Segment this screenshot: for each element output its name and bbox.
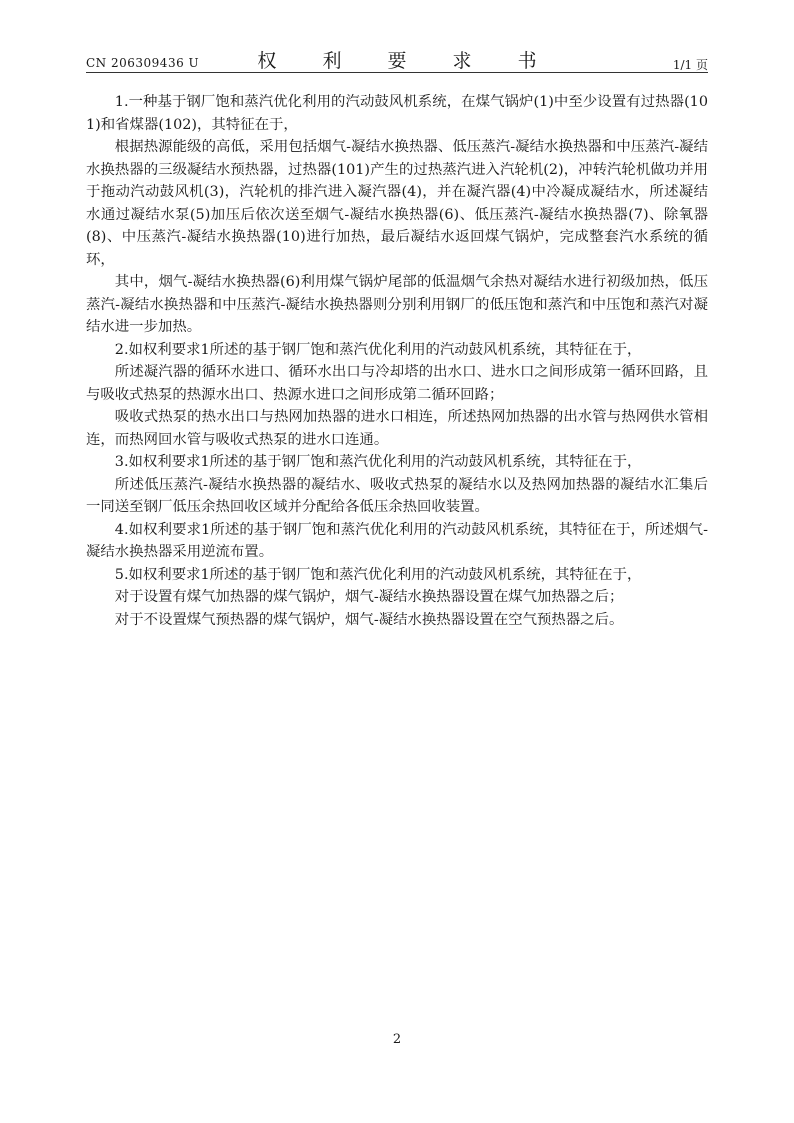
claim-2-paragraph-1: 2.如权利要求1所述的基于钢厂饱和蒸汽优化利用的汽动鼓风机系统，其特征在于， [114,341,642,358]
claim-2-paragraph-3: 吸收式热泵的热水出口与热网加热器的进水口相连，所述热网加热器的出水管与热网供水管相连，而热网回水管与吸收式热泵的进水口连通。 [86,409,708,448]
claim-5-paragraph-1: 5.如权利要求1所述的基于钢厂饱和蒸汽优化利用的汽动鼓风机系统，其特征在于， [114,566,642,583]
document-title: 权 利 要 求 书 [257,50,557,72]
page-indicator: 1/1 页 [672,58,708,72]
claim-2-paragraph-2: 所述凝汽器的循环水进口、循环水出口与冷却塔的出水口、进水口之间形成第一循环回路，且与吸收式热泵的热源水出口、热源水进口之间形成第二循环回路； [86,364,708,403]
claim-3-paragraph-2: 所述低压蒸汽-凝结水换热器的凝结水、吸收式热泵的凝结水以及热网加热器的凝结水汇集后一同送至钢厂低压余热回收区域并分配给各低压余热回收装置。 [86,476,708,515]
patent-number: CN 206309436 U [86,56,200,70]
claim-1-paragraph-1: 1.一种基于钢厂饱和蒸汽优化利用的汽动鼓风机系统，在煤气锅炉(1)中至少设置有过热器(101)和省煤器(102)，其特征在于， [86,94,708,133]
page-header [86,44,708,70]
claim-5-paragraph-3: 对于不设置煤气预热器的煤气锅炉，烟气-凝结水换热器设置在空气预热器之后。 [114,611,624,628]
claims-body [86,91,708,631]
page-number: 2 [392,1032,402,1047]
header-divider [86,72,708,73]
claim-5-paragraph-2: 对于设置有煤气加热器的煤气锅炉，烟气-凝结水换热器设置在煤气加热器之后； [114,589,624,605]
claim-4-paragraph-1: 4.如权利要求1所述的基于钢厂饱和蒸汽优化利用的汽动鼓风机系统，其特征在于，所述烟气-凝结水换热器采用逆流布置。 [86,521,708,560]
claim-3-paragraph-1: 3.如权利要求1所述的基于钢厂饱和蒸汽优化利用的汽动鼓风机系统，其特征在于， [114,454,642,470]
claim-1-paragraph-3: 其中，烟气-凝结水换热器(6)利用煤气锅炉尾部的低温烟气余热对凝结水进行初级加热，低压蒸汽-凝结水换热器和中压蒸汽-凝结水换热器则分别利用钢厂的低压饱和蒸汽和中压饱和蒸汽对凝结水进一步加热。 [86,274,708,335]
claim-1-paragraph-2: 根据热源能级的高低，采用包括烟气-凝结水换热器、低压蒸汽-凝结水换热器和中压蒸汽-凝结水换热器的三级凝结水预热器，过热器(101)产生的过热蒸汽进入汽轮机(2)，冲转汽轮机做功并用于拖动汽动鼓风机(3)，汽轮机的排汽进入凝汽器(4)，并在凝汽器(4)中冷凝成凝结水，所述凝结水通过凝结水泵(5)加压后依次送至烟气-凝结水换热器(6)、低压蒸汽-凝结水换热器(7)、除氧器(8)、中压蒸汽-凝结水换热器(10)进行加热，最后凝结水返回煤气锅炉，完成整套汽水系统的循环， [86,139,708,268]
